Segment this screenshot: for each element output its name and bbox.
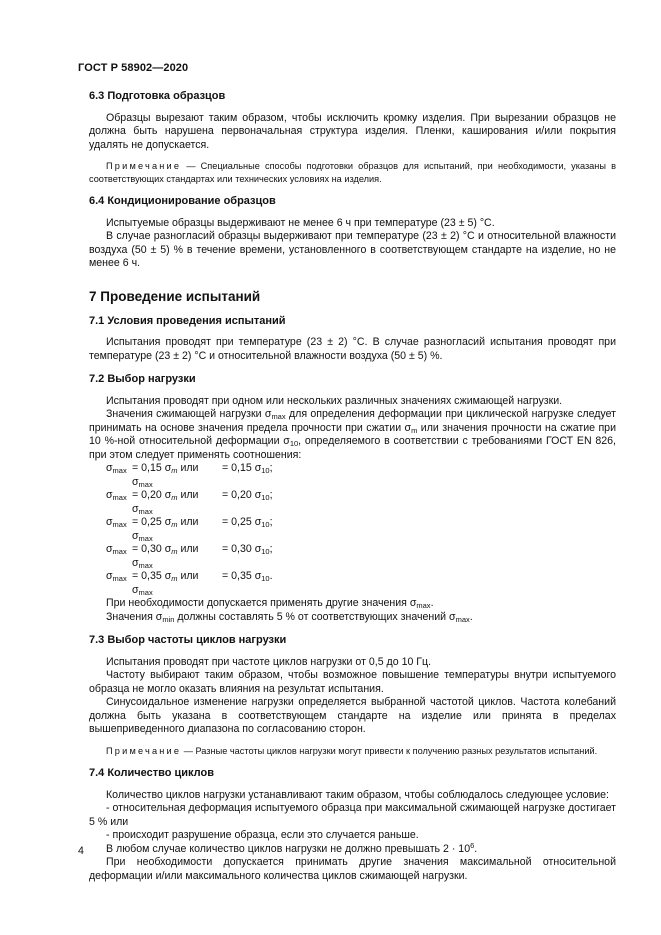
subscript: m xyxy=(171,493,178,502)
coefficient: 0,20 xyxy=(231,489,252,501)
subscript: max xyxy=(138,506,153,516)
coefficient: 0,15 xyxy=(141,462,162,474)
section-6-3-note xyxy=(89,160,616,185)
superscript: 6 xyxy=(470,840,475,850)
or-word: или xyxy=(177,570,199,582)
note-text: — Специальные способы подготовки образцов для испытаний, при необходимости, указаны в соответствующих стандартах или технических условиях на изделия. xyxy=(89,161,616,184)
equals-sign: = xyxy=(132,462,142,474)
formula-list xyxy=(89,462,616,597)
formula-term-2 xyxy=(222,489,273,516)
section-6-4-title: 6.4 Кондиционирование образцов xyxy=(89,195,276,207)
subscript: 10 xyxy=(261,547,270,556)
text-fragment: При необходимости допускается применять другие значения σ xyxy=(106,597,417,609)
sigma-symbol: σ xyxy=(164,543,172,555)
subscript: m xyxy=(171,520,178,529)
section-7-4-paragraph-1: Количество циклов нагрузки устанавливают таким образом, чтобы соблюдалось следующее условие: xyxy=(106,788,609,801)
page-number: 4 xyxy=(78,845,84,857)
text-fragment: , определяемого в соответствии с требованиями ГОСТ EN 826, при этом следует применять соотношения: xyxy=(89,435,617,461)
subscript: max xyxy=(112,547,127,556)
coefficient: 0,35 xyxy=(141,570,162,582)
subscript: min xyxy=(162,614,175,624)
coefficient: 0,30 xyxy=(141,543,162,555)
equals-sign: = xyxy=(132,543,142,555)
or-word: или xyxy=(177,489,199,501)
sigma-symbol: σ xyxy=(164,489,172,501)
subscript: max xyxy=(112,466,127,475)
text-fragment: или значения прочности на сжатие при 10 %-ной относительной деформации σ xyxy=(89,421,616,447)
or-word: или xyxy=(177,462,199,474)
text-fragment: Значения сжимающей нагрузки σ xyxy=(106,408,272,420)
section-7-1-title: 7.1 Условия проведения испытаний xyxy=(89,314,286,327)
punctuation: ; xyxy=(269,462,273,474)
text-fragment: Значения σ xyxy=(106,610,163,623)
section-7-3-paragraph-3: Синусоидальное изменение нагрузки определяется выбранной частотой циклов. Частота колебаний должна быть указана в соответствующем стандарте на изделие или принята в пределах вышеприведенного диапазона по согласованию сторон. xyxy=(89,696,616,735)
sigma-symbol: σ xyxy=(106,570,113,582)
sigma-symbol: σ xyxy=(164,516,172,528)
punctuation: . xyxy=(269,570,273,582)
sigma-symbol: σ xyxy=(132,475,139,488)
section-7-2-paragraph-1: Испытания проводят при одном или нескольких различных значениях сжимающей нагрузки. xyxy=(106,394,563,407)
sigma-symbol: σ xyxy=(164,462,172,474)
subscript: max xyxy=(455,614,470,624)
sigma-symbol: σ xyxy=(132,556,139,569)
section-7-4-list-item-2: - происходит разрушение образца, если это случается раньше. xyxy=(106,829,419,841)
section-7-2-paragraph-2 xyxy=(89,408,616,462)
coefficient: 0,30 xyxy=(231,543,252,555)
text-fragment: . xyxy=(430,597,434,609)
equals-sign: = xyxy=(132,516,142,528)
section-7-2-paragraph-3 xyxy=(89,597,616,611)
equals-sign: = xyxy=(132,489,142,501)
text-fragment: . xyxy=(474,842,478,855)
subscript: m xyxy=(171,574,178,583)
formula-term-1 xyxy=(132,489,222,516)
formula-term-1 xyxy=(132,516,222,543)
subscript: max xyxy=(138,479,153,489)
coefficient: 0,15 xyxy=(231,462,252,474)
section-7-4-paragraph-2 xyxy=(89,840,616,857)
formula-lhs xyxy=(106,516,132,543)
equals-sign: = xyxy=(222,489,232,501)
section-7-title: 7 Проведение испытаний xyxy=(89,288,261,304)
subscript: 10 xyxy=(261,466,270,475)
subscript: max xyxy=(271,412,286,421)
sigma-symbol: σ xyxy=(254,489,262,501)
section-6-3-paragraph: Образцы вырезают таким образом, чтобы исключить кромку изделия. При вырезании образцов не должна быть нарушена первоначальная структура изделия. Пленки, каширования и/или покрытия удалять не допускается. xyxy=(89,111,616,151)
formula-term-2 xyxy=(222,516,273,543)
sigma-symbol: σ xyxy=(254,516,262,528)
formula-row xyxy=(89,489,616,516)
sigma-symbol: σ xyxy=(254,462,262,474)
document-header: ГОСТ Р 58902—2020 xyxy=(78,62,189,74)
equals-sign: = xyxy=(222,462,232,474)
formula-term-1 xyxy=(132,543,222,570)
formula-term-2 xyxy=(222,570,273,597)
or-word: или xyxy=(177,543,199,555)
sigma-symbol: σ xyxy=(254,543,262,555)
formula-row xyxy=(89,516,616,543)
text-fragment: В любом случае количество циклов нагрузки не должно превышать 2 · 10 xyxy=(106,842,471,855)
formula-lhs xyxy=(106,489,132,516)
section-7-3-title: 7.3 Выбор частоты циклов нагрузки xyxy=(89,634,287,646)
section-7-1-paragraph: Испытания проводят при температуре (23 ± 2) °С. В случае разногласий испытания проводят при температуре (23 ± 2) °С и относительной влажности воздуха (50 ± 5) %. xyxy=(89,336,616,362)
equals-sign: = xyxy=(132,570,142,582)
section-6-4-paragraph-1: Испытуемые образцы выдерживают не менее 6 ч при температуре (23 ± 5) °С. xyxy=(106,216,495,229)
section-7-2-title: 7.2 Выбор нагрузки xyxy=(89,373,196,385)
formula-lhs xyxy=(106,462,132,489)
subscript: m xyxy=(171,547,178,556)
note-label: Примечание xyxy=(106,161,182,171)
sigma-symbol: σ xyxy=(164,570,172,582)
equals-sign: = xyxy=(222,516,232,528)
punctuation: ; xyxy=(269,516,273,528)
text-fragment: . xyxy=(469,610,473,623)
subscript: max xyxy=(112,520,127,529)
section-7-4-paragraph-3: При необходимости допускается принимать другие значения максимальной относительной деформации и/или максимального количества циклов сжимающей нагрузки. xyxy=(89,856,616,882)
formula-lhs xyxy=(106,543,132,570)
section-7-4-title: 7.4 Количество циклов xyxy=(89,767,215,779)
note-text: — Разные частоты циклов нагрузки могут привести к получению разных результатов испытаний. xyxy=(181,745,598,756)
text-fragment: должны составлять 5 % от соответствующих значений σ xyxy=(174,610,456,623)
formula-row xyxy=(89,570,616,597)
punctuation: ; xyxy=(269,543,273,555)
subscript: max xyxy=(138,533,153,543)
subscript: max xyxy=(112,574,127,583)
subscript: 10 xyxy=(289,439,299,448)
subscript: 10 xyxy=(261,493,270,502)
subscript: max xyxy=(138,587,153,597)
subscript: m xyxy=(411,425,418,435)
sigma-symbol: σ xyxy=(132,502,139,515)
formula-term-1 xyxy=(132,462,222,489)
section-7-3-paragraph-2: Частоту выбирают таким образом, чтобы возможное повышение температуры внутри испытуемого образца не могло оказать влияния на результат испытания. xyxy=(89,669,616,695)
section-7-2-paragraph-4 xyxy=(89,611,616,625)
section-6-3-title: 6.3 Подготовка образцов xyxy=(89,90,226,102)
sigma-symbol: σ xyxy=(132,529,139,542)
punctuation: ; xyxy=(269,489,273,501)
coefficient: 0,25 xyxy=(231,516,252,528)
subscript: m xyxy=(171,466,178,475)
formula-term-2 xyxy=(222,543,273,570)
sigma-symbol: σ xyxy=(106,489,113,501)
equals-sign: = xyxy=(222,570,232,582)
or-word: или xyxy=(177,516,199,528)
coefficient: 0,20 xyxy=(141,489,162,501)
formula-row xyxy=(89,462,616,489)
section-7-4-list-item-1: - относительная деформация испытуемого образца при максимальной сжимающей нагрузке достигает 5 % или xyxy=(89,802,616,828)
formula-row xyxy=(89,543,616,570)
subscript: max xyxy=(416,601,431,610)
sigma-symbol: σ xyxy=(106,462,113,474)
sigma-symbol: σ xyxy=(106,543,113,555)
document-body xyxy=(89,90,616,883)
sigma-symbol: σ xyxy=(132,583,139,596)
subscript: 10 xyxy=(261,574,270,583)
coefficient: 0,25 xyxy=(141,516,162,528)
section-6-4-paragraph-2: В случае разногласий образцы выдерживают при температуре (23 ± 2) °С и относительной влажности воздуха (50 ± 5) % в течение времени, установленного в соответствующем стандарте на изделие, но не менее 6 ч. xyxy=(89,230,616,269)
section-7-3-paragraph-1: Испытания проводят при частоте циклов нагрузки от 0,5 до 10 Гц. xyxy=(106,655,432,668)
formula-lhs xyxy=(106,570,132,597)
equals-sign: = xyxy=(222,543,232,555)
subscript: max xyxy=(112,493,127,502)
subscript: 10 xyxy=(261,520,270,529)
coefficient: 0,35 xyxy=(231,570,252,582)
note-label: Примечание xyxy=(106,745,182,756)
section-7-3-note xyxy=(89,745,616,758)
formula-term-2 xyxy=(222,462,273,489)
sigma-symbol: σ xyxy=(106,516,113,528)
sigma-symbol: σ xyxy=(254,570,262,582)
formula-term-1 xyxy=(132,570,222,597)
text-fragment: для определения деформации при циклической нагрузке следует принимать на основе значения предела прочности при сжатии σ xyxy=(89,408,616,434)
subscript: max xyxy=(138,560,153,570)
